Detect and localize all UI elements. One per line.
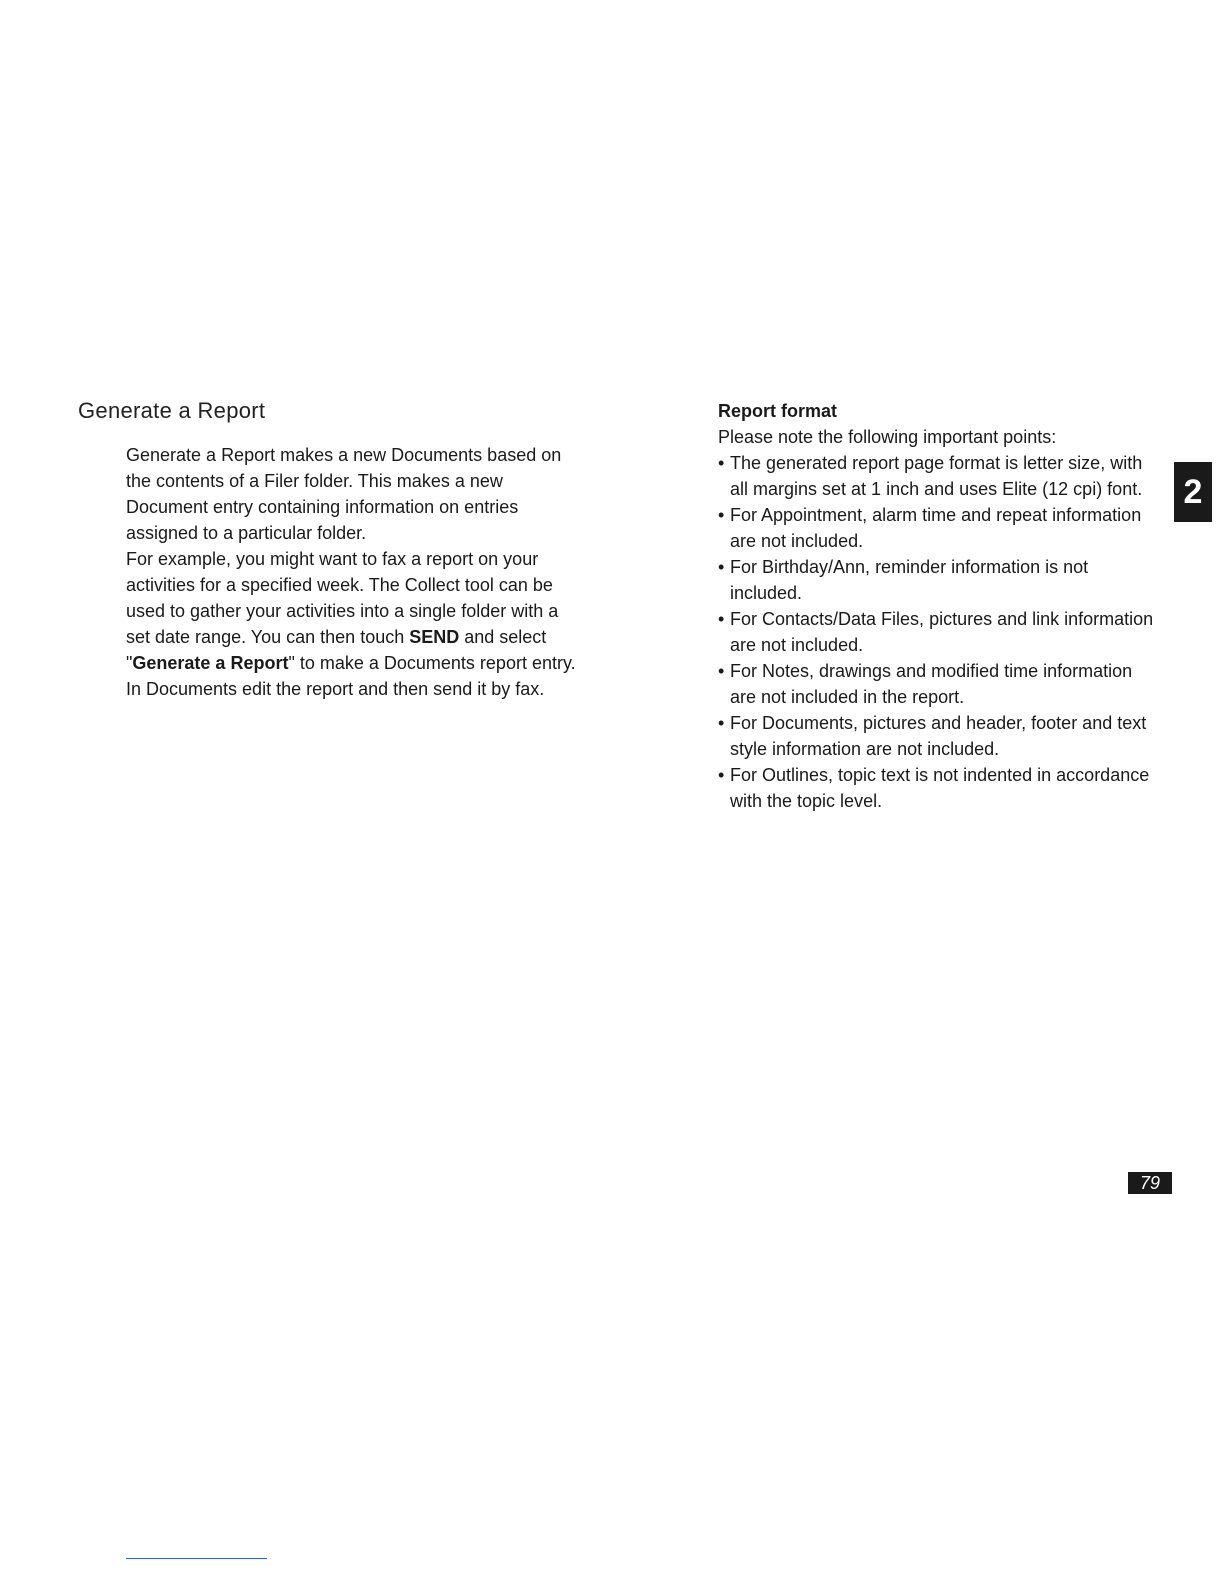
list-item-text: For Documents, pictures and header, footer and text style information are not included. (730, 713, 1147, 759)
list-item-text: For Outlines, topic text is not indented in accordance with the topic level. (730, 765, 1150, 811)
chapter-tab: 2 (1174, 462, 1212, 522)
list-item-text: For Birthday/Ann, reminder information is not included. (730, 557, 1089, 603)
paragraph-intro: Generate a Report makes a new Documents based on the contents of a Filer folder. This makes a new Document entry containing information on entries assigned to a particular folder. (126, 445, 562, 543)
paragraph-example (126, 546, 576, 702)
list-item (718, 658, 1158, 710)
list-item-text: For Notes, drawings and modified time information are not included in the report. (730, 661, 1133, 707)
list-item (718, 450, 1158, 502)
list-item-text: The generated report page format is letter size, with all margins set at 1 inch and uses Elite (12 cpi) font. (730, 453, 1143, 499)
paragraph-example-mid: and select " (126, 627, 547, 673)
page-number: 79 (1128, 1172, 1172, 1194)
list-item (718, 606, 1158, 658)
report-format-column (718, 398, 1158, 814)
left-body-text (126, 442, 576, 702)
list-item (718, 710, 1158, 762)
report-format-heading: Report format (718, 401, 838, 421)
paragraph-example-start: For example, you might want to fax a report on your activities for a specified week. The Collect tool can be used to gather your activities into a single folder with a set date range. You can then touch (126, 549, 559, 647)
send-keyword: SEND (409, 627, 460, 647)
section-heading: Generate a Report (78, 398, 266, 423)
report-format-list (718, 450, 1158, 814)
bullet-icon: • (718, 505, 725, 525)
generate-report-keyword: Generate a Report (132, 653, 289, 673)
list-item (718, 502, 1158, 554)
bullet-icon: • (718, 609, 725, 629)
bullet-icon: • (718, 765, 725, 785)
bullet-icon: • (718, 453, 725, 473)
paragraph-example-end: " to make a Documents report entry. In Documents edit the report and then send it by fax. (126, 653, 576, 699)
list-item-text: For Contacts/Data Files, pictures and link information are not included. (730, 609, 1154, 655)
list-item-text: For Appointment, alarm time and repeat information are not included. (730, 505, 1142, 551)
bullet-icon: • (718, 661, 725, 681)
footer-rule (126, 1558, 267, 1559)
bullet-icon: • (718, 557, 725, 577)
report-format-intro: Please note the following important points: (718, 427, 1057, 447)
list-item (718, 554, 1158, 606)
bullet-icon: • (718, 713, 725, 733)
list-item (718, 762, 1158, 814)
